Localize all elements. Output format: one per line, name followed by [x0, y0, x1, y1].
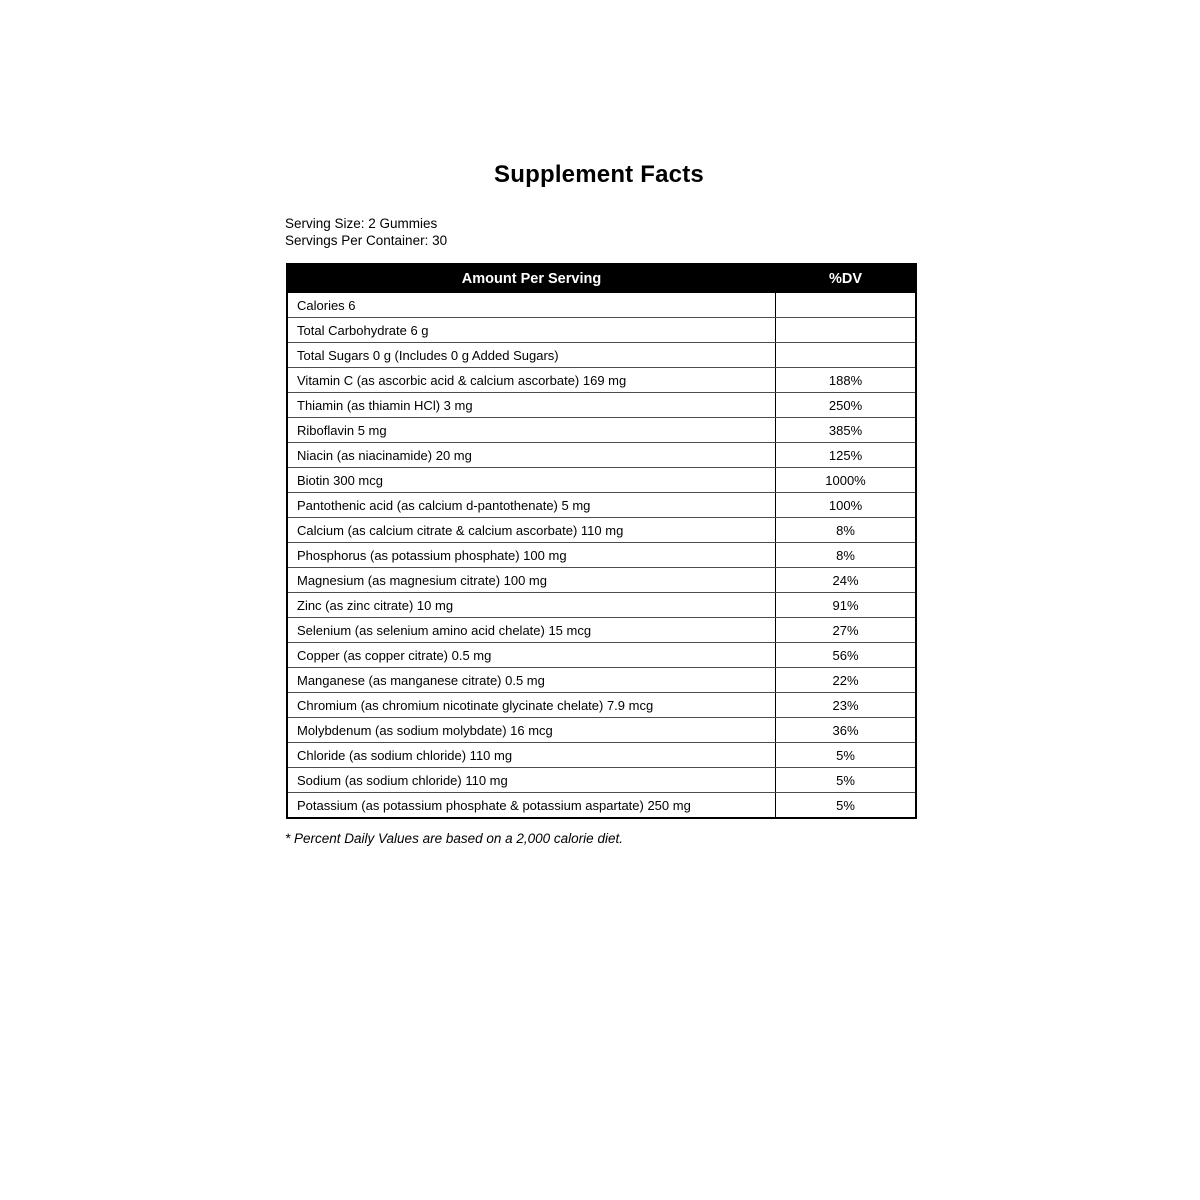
nutrient-amount-cell: Niacin (as niacinamide) 20 mg [287, 443, 776, 468]
daily-value-cell: 100% [776, 493, 917, 518]
nutrient-amount-cell: Zinc (as zinc citrate) 10 mg [287, 593, 776, 618]
nutrient-amount-cell: Selenium (as selenium amino acid chelate) 15 mcg [287, 618, 776, 643]
facts-table-body [287, 293, 916, 819]
supplement-facts-table [286, 263, 917, 819]
table-row [287, 368, 916, 393]
table-row [287, 443, 916, 468]
servings-per-container-text: Servings Per Container: 30 [285, 233, 448, 248]
daily-value-cell: 91% [776, 593, 917, 618]
column-header-amount-per-serving: Amount Per Serving [287, 264, 776, 293]
table-row [287, 318, 916, 343]
table-row [287, 718, 916, 743]
column-header-dv: %DV [776, 264, 917, 293]
table-row [287, 493, 916, 518]
nutrient-amount-cell: Chromium (as chromium nicotinate glycinate chelate) 7.9 mcg [287, 693, 776, 718]
nutrient-amount-cell: Molybdenum (as sodium molybdate) 16 mcg [287, 718, 776, 743]
page-title: Supplement Facts [494, 161, 704, 188]
nutrient-amount-cell: Riboflavin 5 mg [287, 418, 776, 443]
table-row [287, 768, 916, 793]
nutrient-amount-cell: Biotin 300 mcg [287, 468, 776, 493]
daily-value-cell: 5% [776, 743, 917, 768]
table-row [287, 568, 916, 593]
nutrient-amount-cell: Calories 6 [287, 293, 776, 318]
daily-value-cell: 24% [776, 568, 917, 593]
nutrient-amount-cell: Phosphorus (as potassium phosphate) 100 mg [287, 543, 776, 568]
table-row [287, 793, 916, 819]
daily-value-cell: 250% [776, 393, 917, 418]
daily-value-cell: 23% [776, 693, 917, 718]
serving-info [285, 215, 447, 249]
table-row [287, 468, 916, 493]
table-row [287, 343, 916, 368]
nutrient-amount-cell: Manganese (as manganese citrate) 0.5 mg [287, 668, 776, 693]
nutrient-amount-cell: Chloride (as sodium chloride) 110 mg [287, 743, 776, 768]
table-row [287, 518, 916, 543]
nutrient-amount-cell: Potassium (as potassium phosphate & potassium aspartate) 250 mg [287, 793, 776, 819]
daily-value-cell: 188% [776, 368, 917, 393]
nutrient-amount-cell: Pantothenic acid (as calcium d-pantothenate) 5 mg [287, 493, 776, 518]
daily-value-cell: 27% [776, 618, 917, 643]
table-row [287, 593, 916, 618]
daily-value-cell: 5% [776, 793, 917, 819]
nutrient-amount-cell: Calcium (as calcium citrate & calcium ascorbate) 110 mg [287, 518, 776, 543]
daily-value-cell [776, 318, 917, 343]
daily-value-cell [776, 343, 917, 368]
daily-value-cell: 5% [776, 768, 917, 793]
table-row [287, 393, 916, 418]
daily-value-cell [776, 293, 917, 318]
footnote: * Percent Daily Values are based on a 2,000 calorie diet. [285, 831, 623, 846]
daily-value-cell: 385% [776, 418, 917, 443]
table-row [287, 418, 916, 443]
nutrient-amount-cell: Total Sugars 0 g (Includes 0 g Added Sugars) [287, 343, 776, 368]
table-row [287, 643, 916, 668]
nutrient-amount-cell: Thiamin (as thiamin HCl) 3 mg [287, 393, 776, 418]
table-row [287, 293, 916, 318]
serving-size-text: Serving Size: 2 Gummies [285, 216, 438, 231]
table-row [287, 668, 916, 693]
daily-value-cell: 1000% [776, 468, 917, 493]
table-header-row [287, 264, 916, 293]
daily-value-cell: 125% [776, 443, 917, 468]
daily-value-cell: 8% [776, 518, 917, 543]
table-row [287, 693, 916, 718]
daily-value-cell: 22% [776, 668, 917, 693]
nutrient-amount-cell: Copper (as copper citrate) 0.5 mg [287, 643, 776, 668]
daily-value-cell: 8% [776, 543, 917, 568]
daily-value-cell: 36% [776, 718, 917, 743]
nutrient-amount-cell: Vitamin C (as ascorbic acid & calcium ascorbate) 169 mg [287, 368, 776, 393]
table-row [287, 743, 916, 768]
nutrient-amount-cell: Magnesium (as magnesium citrate) 100 mg [287, 568, 776, 593]
nutrient-amount-cell: Sodium (as sodium chloride) 110 mg [287, 768, 776, 793]
table-row [287, 543, 916, 568]
table-row [287, 618, 916, 643]
daily-value-cell: 56% [776, 643, 917, 668]
nutrient-amount-cell: Total Carbohydrate 6 g [287, 318, 776, 343]
